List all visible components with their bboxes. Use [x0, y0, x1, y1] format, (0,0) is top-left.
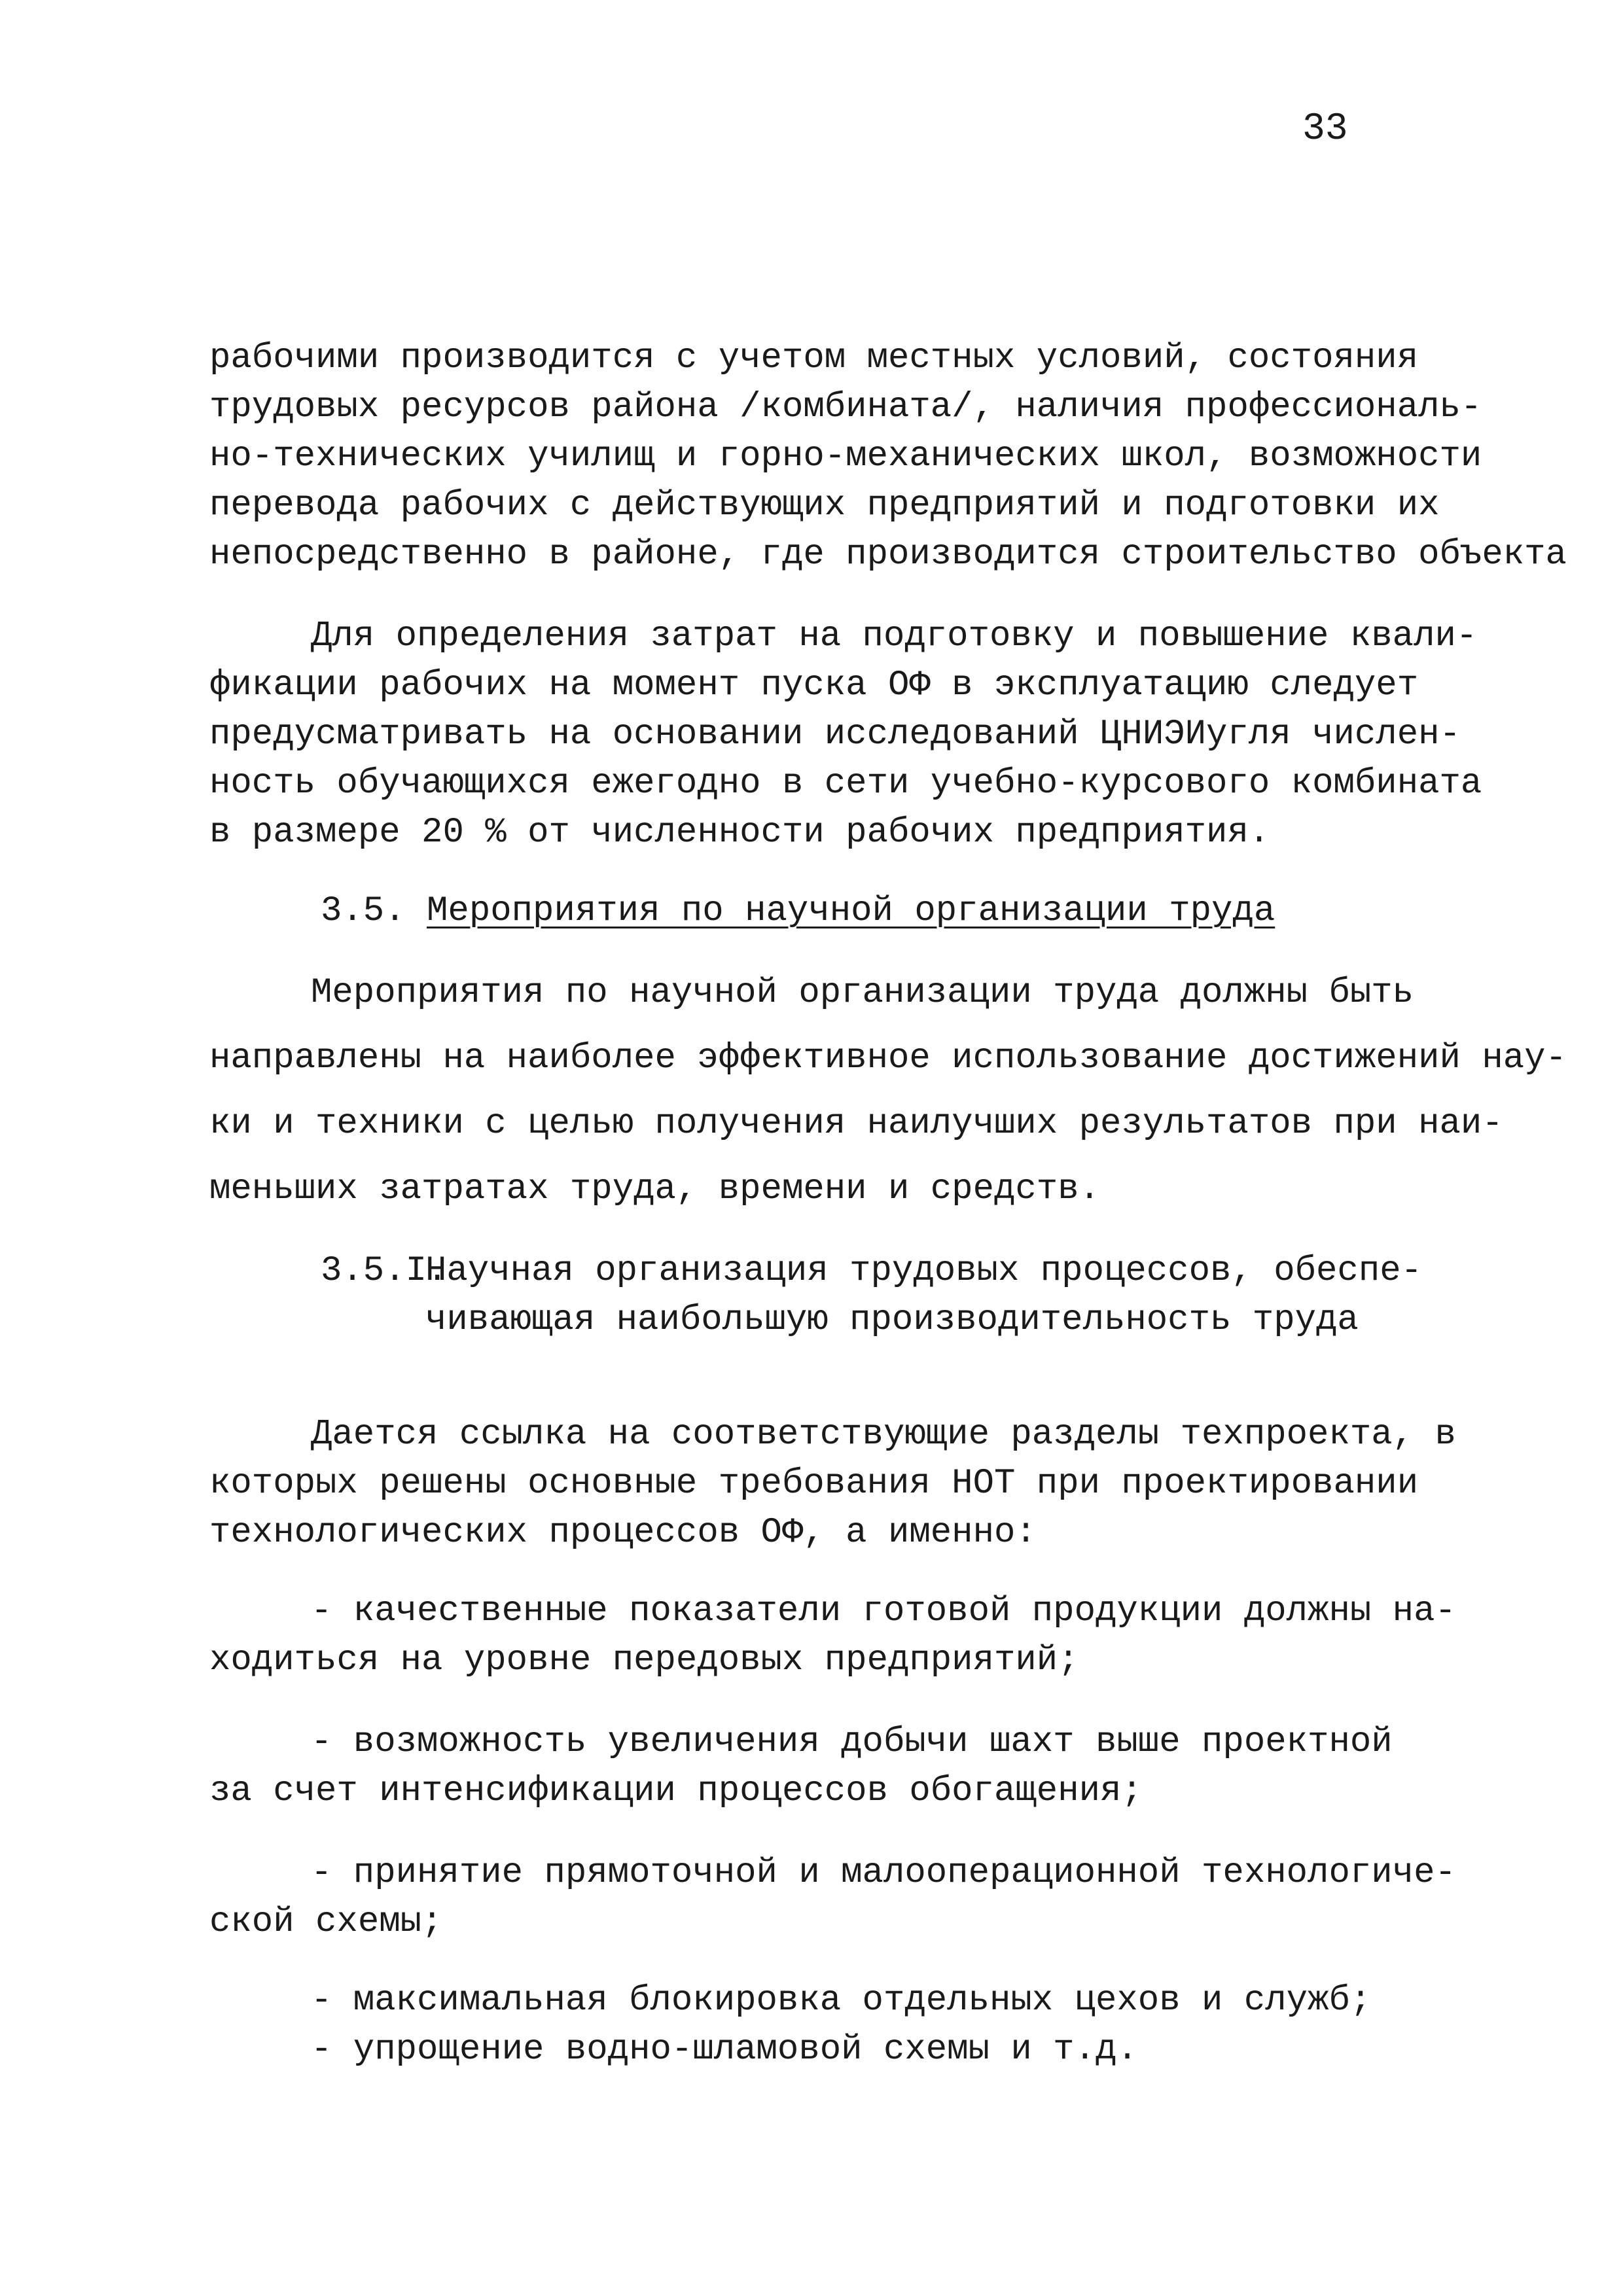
subsection-title-line: Научная организация трудовых процессов, обеспе- — [425, 1251, 1423, 1291]
text-line: трудовых ресурсов района /комбината/, наличия профессиональ- — [209, 387, 1482, 427]
list-item-line: - принятие прямоточной и малооперационной технологиче- — [311, 1853, 1456, 1893]
text-line: Мероприятия по научной организации труда должны быть — [311, 973, 1414, 1013]
section-title: Мероприятия по научной организации труда — [427, 891, 1275, 931]
text-line: ность обучающихся ежегодно в сети учебно-курсового комбината — [209, 764, 1482, 804]
list-item-line: - качественные показатели готовой продукции должны на- — [311, 1591, 1456, 1631]
text-line: перевода рабочих с действующих предприятий и подготовки их — [209, 486, 1440, 525]
list-item-line: ской схемы; — [209, 1902, 443, 1942]
page-number: 33 — [1302, 108, 1348, 150]
text-line: направлены на наиболее эффективное использование достижений нау- — [209, 1038, 1567, 1078]
text-line: технологических процессов ОФ, а именно: — [209, 1513, 1037, 1553]
text-line: Дается ссылка на соответствующие разделы техпроекта, в — [311, 1415, 1456, 1455]
text-line: меньших затратах труда, времени и средств. — [209, 1169, 1101, 1209]
text-line: непосредственно в районе, где производится строительство объекта — [209, 535, 1567, 574]
text-line: но-технических училищ и горно-механических школ, возможности — [209, 436, 1482, 476]
text-line: фикации рабочих на момент пуска ОФ в эксплуатацию следует — [209, 665, 1419, 705]
list-item-line: - возможность увеличения добычи шахт выше проектной — [311, 1722, 1393, 1762]
text-line: предусматривать на основании исследований ЦНИЭИугля числен- — [209, 715, 1461, 754]
text-line: ки и техники с целью получения наилучших результатов при наи- — [209, 1104, 1503, 1144]
text-line: в размере 20 % от численности рабочих предприятия. — [209, 813, 1270, 853]
list-item-line: за счет интенсификации процессов обогащения; — [209, 1771, 1143, 1811]
subsection-number: 3.5.I. — [321, 1251, 448, 1291]
section-number: 3.5. — [321, 891, 406, 931]
text-line: которых решены основные требования НОТ при проектировании — [209, 1464, 1419, 1504]
list-item-line: ходиться на уровне передовых предприятий; — [209, 1640, 1079, 1680]
subsection-title-line: чивающая наибольшую производительность труда — [425, 1300, 1359, 1340]
text-line: рабочими производится с учетом местных условий, состояния — [209, 338, 1419, 378]
list-item-line: - упрощение водно-шламовой схемы и т.д. — [311, 2030, 1138, 2070]
list-item-line: - максимальная блокировка отдельных цехов и служб; — [311, 1981, 1372, 2021]
section-heading-3-5 — [321, 887, 1275, 936]
text-line: Для определения затрат на подготовку и повышение квали- — [311, 616, 1478, 656]
